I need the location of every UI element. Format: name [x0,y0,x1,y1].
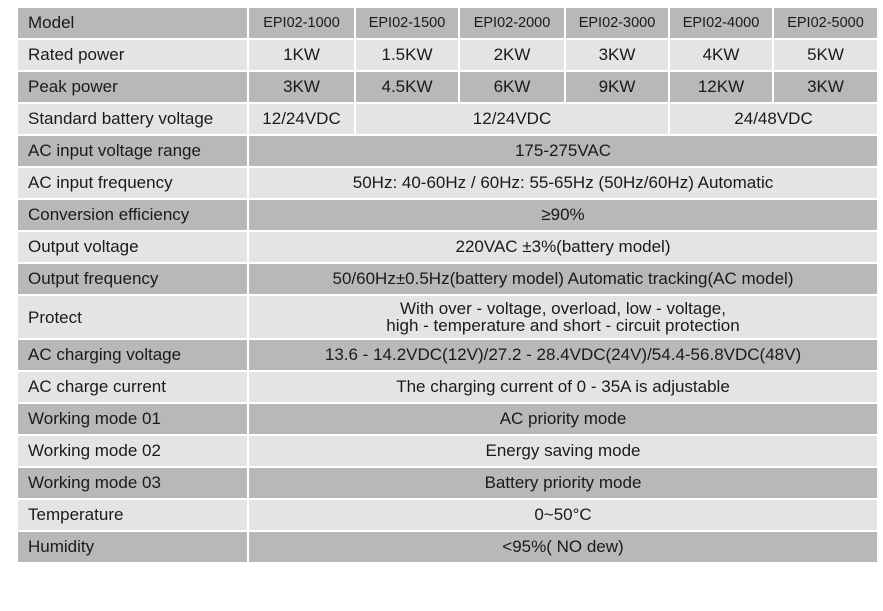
row-label: Output frequency [18,264,247,294]
row-label: AC charging voltage [18,340,247,370]
model-cell: EPI02-1000 [249,8,354,38]
value-cell: 5KW [774,40,877,70]
table-row-peak-power [18,72,877,102]
value-cell: 1.5KW [356,40,458,70]
value-cell: 3KW [774,72,877,102]
row-label: AC charge current [18,372,247,402]
row-label: Rated power [18,40,247,70]
row-label: Temperature [18,500,247,530]
row-label: Model [18,8,247,38]
model-cell: EPI02-3000 [566,8,668,38]
value-cell: 220VAC ±3%(battery model) [249,232,877,262]
model-cell: EPI02-1500 [356,8,458,38]
row-label: Working mode 02 [18,436,247,466]
value-cell: 12/24VDC [356,104,668,134]
row-label: Protect [18,296,247,338]
value-cell: 2KW [460,40,564,70]
row-label: Conversion efficiency [18,200,247,230]
row-label: Humidity [18,532,247,562]
table-row-mode03 [18,468,877,498]
table-row-mode02 [18,436,877,466]
row-label: Working mode 01 [18,404,247,434]
value-cell: 12/24VDC [249,104,354,134]
value-cell: 4.5KW [356,72,458,102]
value-cell: 1KW [249,40,354,70]
value-cell: 50Hz: 40-60Hz / 60Hz: 55-65Hz (50Hz/60Hz) Automatic [249,168,877,198]
row-label: AC input voltage range [18,136,247,166]
value-cell: 13.6 - 14.2VDC(12V)/27.2 - 28.4VDC(24V)/54.4-56.8VDC(48V) [249,340,877,370]
value-cell: 50/60Hz±0.5Hz(battery model) Automatic tracking(AC model) [249,264,877,294]
table-row-ac-charging-voltage [18,340,877,370]
model-cell: EPI02-2000 [460,8,564,38]
table-row-protect [18,296,877,338]
value-cell: Battery priority mode [249,468,877,498]
protect-line-2: high - temperature and short - circuit protection [386,316,740,335]
value-cell: 4KW [670,40,772,70]
protect-line-1: With over - voltage, overload, low - voltage, [400,299,726,318]
value-cell: 9KW [566,72,668,102]
table-row-model [18,8,877,38]
model-cell: EPI02-5000 [774,8,877,38]
model-cell: EPI02-4000 [670,8,772,38]
row-label: Output voltage [18,232,247,262]
value-cell: 175-275VAC [249,136,877,166]
table-row-battery-voltage [18,104,877,134]
value-cell: 12KW [670,72,772,102]
table-row-temperature [18,500,877,530]
table-row-efficiency [18,200,877,230]
value-cell: Energy saving mode [249,436,877,466]
value-cell: 0~50°C [249,500,877,530]
value-cell: The charging current of 0 - 35A is adjustable [249,372,877,402]
row-label: Peak power [18,72,247,102]
specification-table [16,6,879,564]
table-row-mode01 [18,404,877,434]
value-cell: 3KW [249,72,354,102]
value-cell: ≥90% [249,200,877,230]
row-label: Working mode 03 [18,468,247,498]
value-cell: 6KW [460,72,564,102]
table-row-rated-power [18,40,877,70]
row-label: AC input frequency [18,168,247,198]
table-row-output-frequency [18,264,877,294]
value-cell: 24/48VDC [670,104,877,134]
table-row-ac-input-range [18,136,877,166]
table-row-output-voltage [18,232,877,262]
value-cell: 3KW [566,40,668,70]
value-cell: AC priority mode [249,404,877,434]
table-row-ac-charge-current [18,372,877,402]
value-cell: <95%( NO dew) [249,532,877,562]
table-row-humidity [18,532,877,562]
value-cell [249,296,877,338]
table-row-ac-input-frequency [18,168,877,198]
row-label: Standard battery voltage [18,104,247,134]
